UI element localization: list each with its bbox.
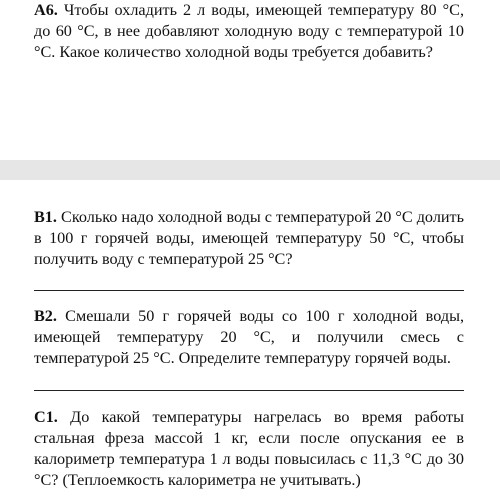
page-fragment-top	[0, 0, 500, 160]
page-fragment-bottom	[0, 180, 500, 502]
problem-a6-number: А6.	[34, 1, 58, 19]
problem-c1	[34, 407, 464, 491]
problem-b2	[34, 306, 464, 369]
problem-a6	[34, 0, 464, 63]
problem-b1	[34, 207, 464, 270]
problem-b2-text: Смешали 50 г горячей воды со 100 г холодной воды, имеющей температуру 20 °С, и получили смесь с температурой 25 °С. Определите температуру горячей воды.	[34, 307, 465, 367]
problem-b1-text: Сколько надо холодной воды с температурой 20 °С долить в 100 г горячей воды, имеющей температуру 50 °С, чтобы получить воду с температурой 25 °С?	[34, 208, 465, 268]
problem-c1-text: До какой температуры нагрелась во время работы стальная фреза массой 1 кг, если после опускания ее в калориметр температура 1 л воды повысилась с 11,3 °С до 30 °С? (Теплоемкость калориметра не учитывать.)	[34, 408, 465, 489]
divider-line	[34, 290, 464, 291]
problem-a6-text: Чтобы охладить 2 л воды, имеющей температуру 80 °С, до 60 °С, в нее добавляют холодную воду с температурой 10 °С. Какое количество холодной воды требуется добавить?	[34, 1, 464, 61]
problem-b1-number: В1.	[34, 208, 57, 226]
problem-b2-number: В2.	[34, 307, 57, 325]
problem-c1-number: С1.	[34, 408, 58, 426]
divider-line	[34, 390, 464, 391]
page-separator	[0, 160, 500, 180]
